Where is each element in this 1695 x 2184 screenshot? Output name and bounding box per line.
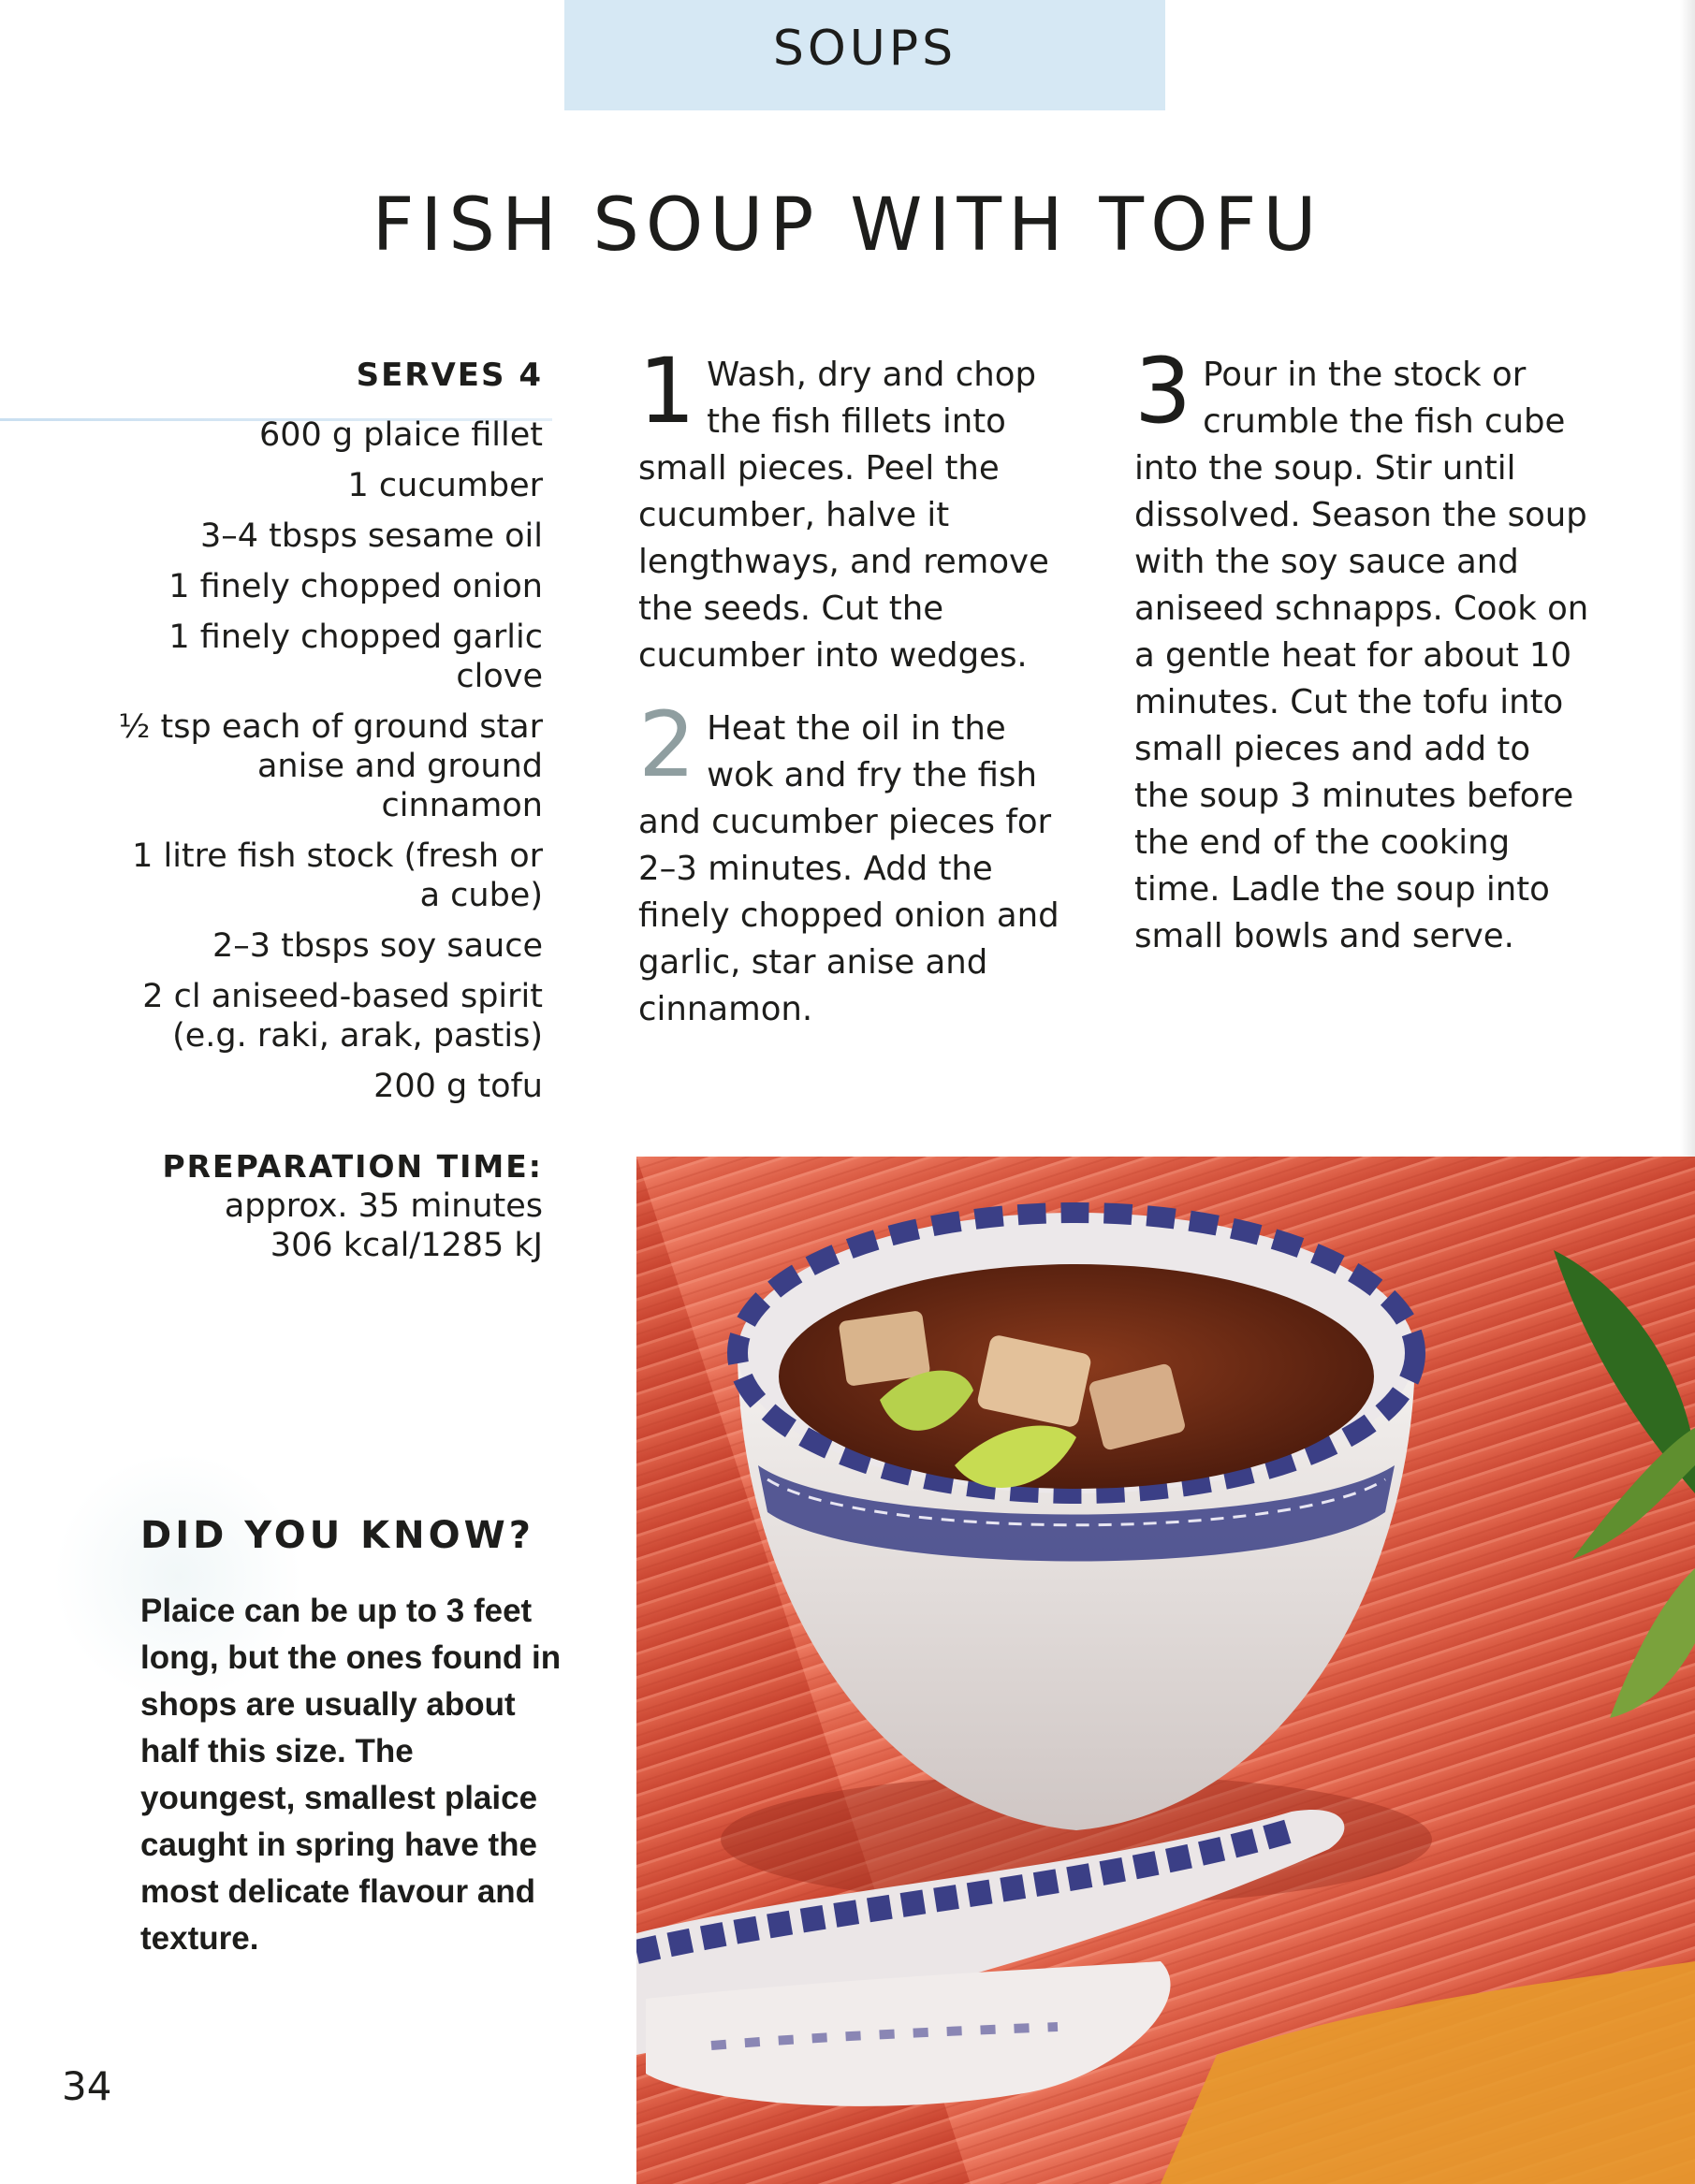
did-you-know-title: DID YOU KNOW? <box>140 1514 534 1557</box>
method-step <box>1134 339 1593 960</box>
preparation-time-label: PREPARATION TIME: <box>162 1148 543 1185</box>
soup-photo <box>636 1157 1695 2184</box>
ingredient-item: 3–4 tbsps sesame oil <box>200 517 543 555</box>
ingredient-item: 1 finely chopped garlic clove <box>168 619 543 695</box>
step-number: 3 <box>1134 339 1192 444</box>
recipe-title: FISH SOUP WITH TOFU <box>372 183 1323 268</box>
page-number: 34 <box>62 2063 112 2109</box>
step-text: Heat the oil in the wok and fry the fish and cucumber pieces for 2–3 minutes. Add the finely chopped onion and garlic, star anise and cinnamon. <box>638 709 1059 1028</box>
ingredient-item: ½ tsp each of ground star anise and ground cinnamon <box>118 708 543 824</box>
ingredient-item: 2 cl aniseed-based spirit (e.g. raki, arak, pastis) <box>142 978 543 1055</box>
step-number: 1 <box>638 339 696 444</box>
method-step <box>638 339 1078 679</box>
ingredient-item: 1 finely chopped onion <box>168 568 543 605</box>
energy-value: 306 kcal/1285 kJ <box>270 1227 543 1264</box>
page-edge-shadow <box>1680 0 1695 1160</box>
ingredient-item: 1 litre fish stock (fresh or a cube) <box>132 837 543 914</box>
ingredient-list <box>112 415 543 1106</box>
ingredient-item: 600 g plaice fillet <box>258 416 543 454</box>
ingredients-column <box>112 356 543 1265</box>
step-number: 2 <box>638 692 696 797</box>
step-text: Wash, dry and chop the fish fillets into small pieces. Peel the cucumber, halve it lengthways, and remove the seeds. Cut the cucumber into wedges. <box>638 356 1049 675</box>
section-label: SOUPS <box>772 21 957 77</box>
step-text: Pour in the stock or crumble the fish cube into the soup. Stir until dissolved. Season the soup with the soy sauce and aniseed schnapps. Cook on a gentle heat for about 10 minutes. Cut the tofu into small pieces and add to the soup 3 minutes before the end of the cooking time. Ladle the soup into small bowls and serve. <box>1134 356 1589 955</box>
section-tab <box>564 0 1165 110</box>
serves-label: SERVES 4 <box>356 357 543 394</box>
ingredient-item: 1 cucumber <box>347 467 543 504</box>
steps-column-left <box>638 339 1078 1033</box>
ingredient-item: 2–3 tbsps soy sauce <box>212 927 543 965</box>
method-step <box>638 692 1078 1033</box>
preparation-time: approx. 35 minutes <box>224 1187 543 1225</box>
ingredient-item: 200 g tofu <box>373 1068 543 1105</box>
steps-column-right <box>1134 339 1593 960</box>
did-you-know-text: Plaice can be up to 3 feet long, but the ones found in shops are usually about half this size. The youngest, smallest plaice caught in spring have the most delicate flavour and texture. <box>140 1593 562 1957</box>
